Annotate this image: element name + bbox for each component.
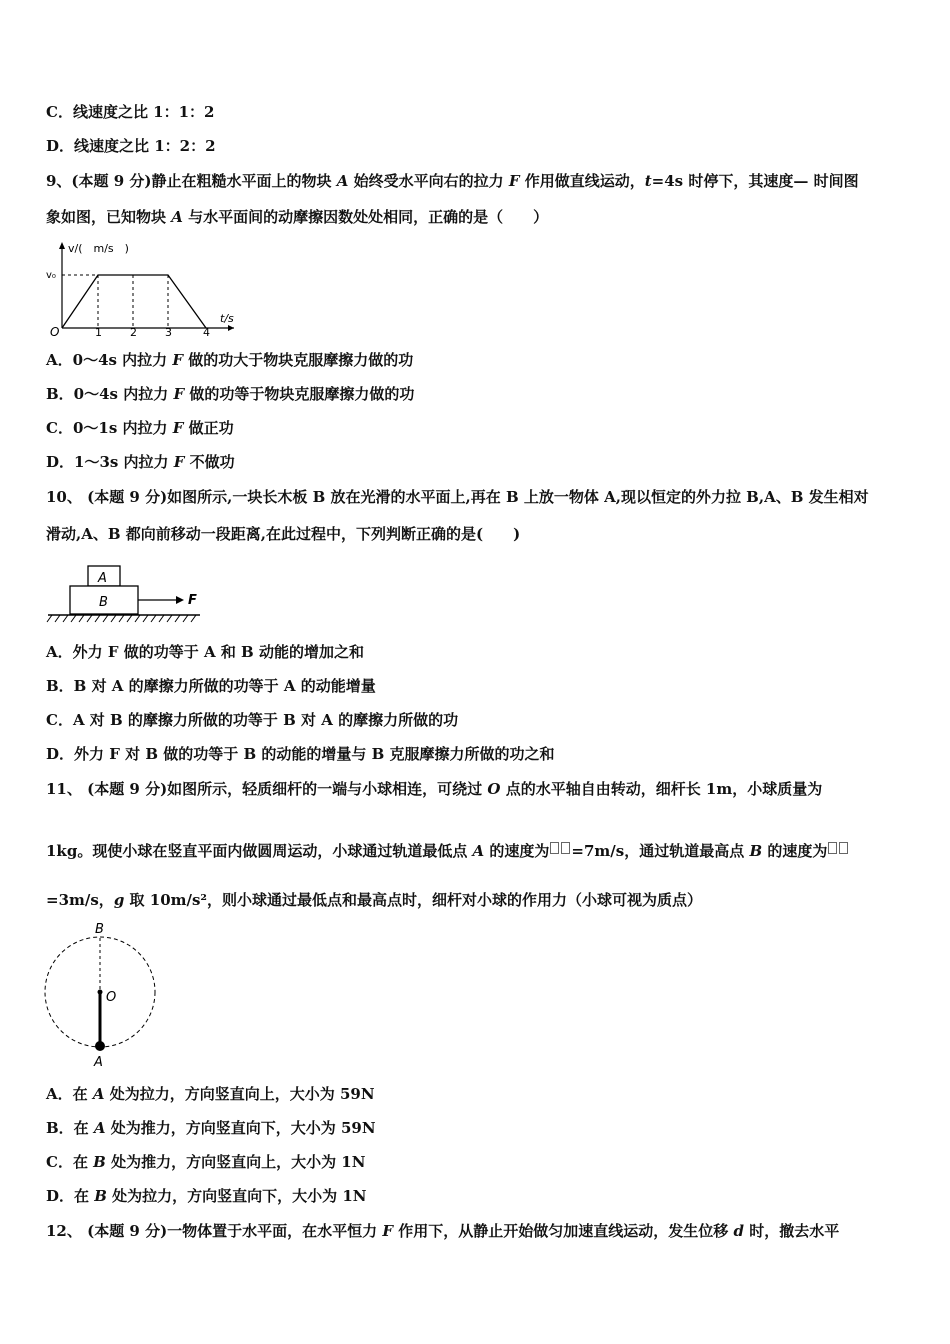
q11-stem-line2: 1kg。现使小球在竖直平面内做圆周运动，小球通过轨道最低点 A 的速度为 =7m/s，通过轨道最高点 B 的速度为	[46, 841, 849, 861]
point-b-label: B	[95, 922, 104, 937]
q10-option-c: C．A 对 B 的摩擦力所做的功等于 B 对 A 的摩擦力所做的功	[46, 711, 459, 729]
q10-stem-line1: 10、 (本题 9 分)如图所示,一块长木板 B 放在光滑的水平面上,再在 B 上放一物体 A,现以恒定的外力拉 B,A、B 发生相对	[46, 488, 869, 506]
q9-stem-line2: 象如图，已知物块 A 与水平面间的动摩擦因数处处相同，正确的是（ ）	[46, 208, 549, 226]
q11-option-a: A．在 A 处为拉力，方向竖直向上，大小为 59N	[46, 1085, 375, 1103]
q11-option-d: D．在 B 处为拉力，方向竖直向下，大小为 1N	[46, 1187, 367, 1205]
q11-stem-line1: 11、 (本题 9 分)如图所示，轻质细杆的一端与小球相连，可绕过 O 点的水平轴自由转动，细杆长 1m，小球质量为	[46, 780, 823, 798]
q10-option-b: B．B 对 A 的摩擦力所做的功等于 A 的动能增量	[46, 677, 376, 695]
missing-glyph-icon	[550, 842, 559, 854]
q12-stem: 12、 (本题 9 分)一物体置于水平面，在水平恒力 F 作用下，从静止开始做匀加速直线运动，发生位移 d 时，撤去水平	[46, 1222, 840, 1240]
ball	[95, 1041, 105, 1051]
q10-option-d: D．外力 F 对 B 做的功等于 B 的动能的增量与 B 克服摩擦力所做的功之和	[46, 745, 555, 763]
q10-block-diagram	[44, 560, 214, 630]
q9-graph-v0-tick: v₀	[46, 270, 56, 281]
q9-stem-line1: 9、(本题 9 分)静止在粗糙水平面上的物块 A 始终受水平向右的拉力 F 作用做直线运动，t=4s 时停下，其速度— 时间图	[46, 172, 859, 190]
missing-glyph-icon	[561, 842, 570, 854]
missing-glyph-icon	[839, 842, 848, 854]
q10-option-a: A．外力 F 做的功等于 A 和 B 动能的增加之和	[46, 643, 364, 661]
q11-circle-diagram	[40, 918, 160, 1068]
q8-option-d: D．线速度之比 1：2：2	[46, 137, 216, 155]
q9-graph-y-label: v/( m/s )	[68, 242, 129, 255]
q9-velocity-curve	[62, 275, 206, 328]
q9-graph-origin: O	[50, 325, 60, 338]
q9-option-b: B．0～4s 内拉力 F 做的功等于物块克服摩擦力做的功	[46, 385, 415, 403]
q11-option-b: B．在 A 处为推力，方向竖直向下，大小为 59N	[46, 1119, 376, 1137]
q11-stem-line3: =3m/s，g 取 10m/s²，则小球通过最低点和最高点时，细杆对小球的作用力（小球可视为质点）	[46, 891, 702, 909]
q9-graph-x-tick: 3	[165, 326, 172, 338]
q9-graph-x-label: t/s	[220, 312, 234, 325]
q9-option-d: D．1～3s 内拉力 F 不做功	[46, 453, 235, 471]
q9-graph-x-tick: 2	[130, 326, 137, 338]
q9-option-a: A．0～4s 内拉力 F 做的功大于物块克服摩擦力做的功	[46, 351, 414, 369]
q9-velocity-time-graph	[44, 238, 244, 338]
force-label: F	[188, 593, 197, 608]
pivot-point	[98, 990, 103, 995]
q8-option-c: C．线速度之比 1：1：2	[46, 103, 215, 121]
q11-option-c: C．在 B 处为推力，方向竖直向上，大小为 1N	[46, 1153, 366, 1171]
missing-glyph-icon	[828, 842, 837, 854]
block-a-label: A	[98, 571, 107, 586]
block-b-label: B	[99, 595, 108, 610]
point-o-label: O	[106, 990, 117, 1005]
q10-stem-line2: 滑动,A、B 都向前移动一段距离,在此过程中，下列判断正确的是( )	[46, 525, 521, 543]
point-a-label: A	[94, 1055, 103, 1068]
q9-graph-x-tick: 4	[203, 326, 210, 338]
q9-graph-x-tick: 1	[95, 326, 102, 338]
q9-option-c: C．0～1s 内拉力 F 做正功	[46, 419, 234, 437]
